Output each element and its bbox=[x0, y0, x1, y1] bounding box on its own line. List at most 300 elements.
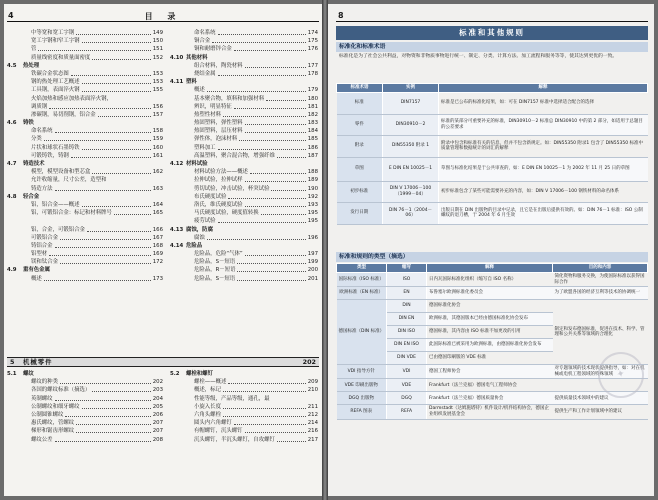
toc-entry[interactable] bbox=[7, 217, 163, 225]
toc-entry-text: 铁碳合金状态图 bbox=[31, 70, 69, 77]
toc-section-number bbox=[7, 258, 23, 266]
dot-leader bbox=[228, 378, 305, 384]
toc-section-number bbox=[7, 45, 23, 53]
dot-leader bbox=[245, 250, 306, 256]
toc-page-number: 181 bbox=[307, 103, 318, 110]
toc-entry[interactable] bbox=[7, 29, 163, 37]
toc-entry-text: 腐蚀，防腐 bbox=[186, 226, 213, 233]
dot-leader bbox=[245, 127, 306, 133]
toc-entry[interactable] bbox=[170, 152, 318, 160]
right-page bbox=[328, 4, 654, 496]
toc-entry-text: 热处理 bbox=[23, 62, 40, 69]
toc-entry-text: 基本聚合物，填料和加强材料 bbox=[194, 95, 265, 102]
toc-entry-text: 其他材料 bbox=[186, 54, 208, 61]
example-cell: DIN30910－2 bbox=[383, 114, 439, 136]
toc-entry[interactable] bbox=[7, 386, 163, 394]
dot-leader bbox=[60, 258, 151, 264]
toc-page-number: 167 bbox=[152, 234, 163, 241]
toc-entry-text: 辨识，明显特征 bbox=[194, 103, 232, 110]
toc-entry[interactable] bbox=[170, 436, 318, 444]
toc-section-number bbox=[170, 37, 186, 45]
term-cell: 附录 bbox=[337, 136, 383, 158]
toc-page-number: 152 bbox=[152, 54, 163, 61]
toc-page-number: 211 bbox=[307, 403, 318, 410]
toc-entry-text: 铜和耐磨锌合金 bbox=[194, 46, 232, 53]
dot-leader bbox=[76, 427, 151, 433]
section-title: 标准化和标准术语 bbox=[336, 42, 648, 52]
toc-section-number: 4.8 bbox=[7, 193, 17, 200]
toc-entry-text: 铝，铝合金——概述 bbox=[31, 201, 80, 208]
toc-entry[interactable] bbox=[7, 111, 163, 119]
dot-leader bbox=[223, 403, 306, 409]
toc-section-number bbox=[7, 103, 23, 111]
table-row bbox=[337, 136, 648, 158]
toc-entry[interactable] bbox=[7, 37, 163, 45]
term-cell: 初步标准 bbox=[337, 181, 383, 203]
dot-leader bbox=[245, 176, 306, 182]
toc-section-heading[interactable] bbox=[7, 160, 163, 168]
toc-section-number: 4.5 bbox=[7, 62, 17, 69]
toc-page-number: 217 bbox=[307, 436, 318, 443]
toc-entry-text: 螺栓和螺钉 bbox=[186, 371, 213, 377]
toc-page-number: 185 bbox=[307, 136, 318, 143]
toc-entry-text: 可锻铝合金 bbox=[31, 234, 58, 241]
toc-entry-text: 洛氏，维氏硬度试验 bbox=[194, 201, 243, 208]
toc-page-number: 208 bbox=[152, 436, 163, 443]
dot-leader bbox=[228, 193, 305, 199]
toc-entry[interactable] bbox=[170, 111, 318, 119]
chapter-heading[interactable] bbox=[7, 357, 319, 367]
column-header: 解释 bbox=[427, 264, 553, 273]
toc-page-number: 176 bbox=[307, 46, 318, 53]
toc-page-number: 189 bbox=[307, 177, 318, 184]
dot-leader bbox=[277, 436, 306, 442]
toc-entry[interactable] bbox=[170, 95, 318, 103]
toc-entry-text: 性能等级，产品等级，通孔，最 bbox=[194, 395, 270, 402]
toc-entry[interactable] bbox=[7, 378, 163, 386]
toc-entry[interactable] bbox=[170, 275, 318, 283]
toc-page-number: 169 bbox=[152, 251, 163, 258]
toc-entry[interactable] bbox=[170, 168, 318, 176]
toc-page-number: 187 bbox=[307, 152, 318, 159]
toc-section-number bbox=[7, 419, 23, 427]
toc-section-number bbox=[170, 193, 186, 201]
toc-entry[interactable] bbox=[170, 217, 318, 225]
toc-section-number: 4.12 bbox=[170, 161, 184, 167]
dot-leader bbox=[92, 54, 150, 60]
toc-page-number: 153 bbox=[152, 70, 163, 77]
chapter-banner: 标准和其他规则 bbox=[336, 26, 648, 40]
toc-entry[interactable] bbox=[170, 103, 318, 111]
description-cell: Frankfurt（法兰克福）德国电气工程师协会 bbox=[427, 379, 553, 392]
toc-entry-text: 材料试验 bbox=[186, 161, 208, 167]
toc-entry[interactable] bbox=[170, 144, 318, 152]
toc-entry[interactable] bbox=[7, 258, 163, 266]
toc-entry-text: 重有色金属 bbox=[23, 267, 50, 274]
toc-page-number: 203 bbox=[152, 387, 163, 394]
toc-entry-text: 可锻铸铁，铸钢 bbox=[31, 152, 69, 159]
toc-section-number bbox=[7, 29, 23, 37]
toc-entry[interactable] bbox=[7, 78, 163, 86]
type-cell: VDI 指导方针 bbox=[337, 365, 387, 379]
toc-section-number bbox=[170, 95, 186, 103]
dot-leader bbox=[277, 152, 306, 158]
toc-entry[interactable] bbox=[170, 86, 318, 94]
toc-entry-text: 剪切试验，冲击试验，杯突试验 bbox=[194, 185, 270, 192]
dot-leader bbox=[223, 386, 306, 392]
table-row bbox=[337, 273, 648, 287]
table-row bbox=[337, 392, 648, 405]
toc-section-number bbox=[170, 209, 186, 217]
toc-entry[interactable] bbox=[7, 185, 163, 193]
toc-entry[interactable] bbox=[7, 103, 163, 111]
toc-page-number: 159 bbox=[152, 136, 163, 143]
toc-section-number bbox=[170, 258, 186, 266]
chapter-title: 机械零件 bbox=[23, 358, 53, 366]
toc-section-number: 4.7 bbox=[7, 161, 17, 167]
type-cell: DGQ 出版物 bbox=[337, 392, 387, 405]
toc-page-number: 166 bbox=[152, 226, 163, 233]
toc-entry[interactable] bbox=[170, 427, 318, 435]
toc-entry[interactable] bbox=[7, 152, 163, 160]
toc-entry[interactable] bbox=[7, 135, 163, 143]
purpose-cell: 制定和发布德国标准，促进在技术、科学、管理和公共关系等领域的合理化 bbox=[553, 300, 648, 365]
description-cell: 标准是已公布的标准化结果，如：可在 DIN7157 标准中选择适合配合的选择 bbox=[439, 93, 648, 115]
table-row bbox=[337, 203, 648, 225]
toc-section-number bbox=[7, 427, 23, 435]
header-rule bbox=[336, 21, 648, 22]
abbreviation-cell: DGQ bbox=[387, 392, 427, 405]
toc-page-number: 205 bbox=[152, 403, 163, 410]
dot-leader bbox=[44, 275, 151, 281]
dot-leader bbox=[212, 37, 306, 43]
toc-entry[interactable] bbox=[170, 201, 318, 209]
toc-entry[interactable] bbox=[7, 144, 163, 152]
chapter-number: 5 bbox=[10, 358, 15, 366]
toc-entry[interactable] bbox=[7, 226, 163, 234]
toc-column bbox=[7, 29, 163, 283]
toc-section-number bbox=[7, 395, 23, 403]
toc-entry[interactable] bbox=[170, 70, 318, 78]
toc-page-number: 216 bbox=[307, 428, 318, 435]
dot-leader bbox=[82, 144, 151, 150]
toc-entry[interactable] bbox=[7, 242, 163, 250]
dot-leader bbox=[261, 209, 306, 215]
dot-leader bbox=[71, 152, 151, 158]
toc-section-number bbox=[170, 436, 186, 444]
type-cell: 国际标准（ISO 标准） bbox=[337, 273, 387, 287]
toc-section-number bbox=[7, 411, 23, 419]
toc-section-number bbox=[7, 144, 23, 152]
toc-entry[interactable] bbox=[170, 193, 318, 201]
toc-entry[interactable] bbox=[7, 86, 163, 94]
toc-section-heading[interactable] bbox=[7, 119, 163, 127]
toc-section-heading[interactable] bbox=[7, 193, 163, 201]
toc-section-heading[interactable] bbox=[170, 54, 318, 62]
toc-entry-text: 热塑性材料 bbox=[194, 111, 221, 118]
term-cell: 发行日期 bbox=[337, 203, 383, 225]
toc-entry-text: 危险品，S－短语 bbox=[194, 275, 236, 282]
section-intro: 标准化是为了社会公共利益，对物资和非物质事物进行统一、制定、分类、计算方法、加工流程和服务等等，使其达到更优的一致。 bbox=[339, 54, 618, 59]
header-rule bbox=[7, 21, 319, 22]
toc-entry[interactable] bbox=[170, 135, 318, 143]
toc-page-number: 190 bbox=[307, 185, 318, 192]
toc-entry[interactable] bbox=[170, 386, 318, 394]
description-cell: Frankfurt（法兰克福）德国质量协会 bbox=[427, 392, 553, 405]
toc-entry[interactable] bbox=[7, 95, 163, 103]
dot-leader bbox=[271, 185, 305, 191]
dot-leader bbox=[82, 403, 151, 409]
page-title: 目 录 bbox=[144, 12, 182, 21]
toc-entry-text: 调质钢 bbox=[31, 103, 48, 110]
toc-section-number bbox=[7, 234, 23, 242]
type-cell: 德国标准（DIN 标准） bbox=[337, 300, 387, 365]
toc-entry-text: 塑料 bbox=[186, 79, 197, 86]
abbreviation-cell: DIN EN ISO bbox=[387, 339, 427, 352]
toc-entry-text: 命名系统 bbox=[194, 30, 216, 36]
description-cell: 日内瓦国际标准化组织（缩写自 ISO 名称） bbox=[427, 273, 553, 287]
toc-entry[interactable] bbox=[170, 127, 318, 135]
dot-leader bbox=[250, 168, 306, 174]
dot-leader bbox=[82, 37, 151, 43]
toc-entry[interactable] bbox=[170, 403, 318, 411]
table-row bbox=[337, 405, 648, 419]
toc-section-number: 5.2 bbox=[170, 371, 180, 377]
toc-column bbox=[7, 370, 163, 444]
toc-entry-text: 概述 bbox=[31, 275, 42, 282]
toc-section-heading[interactable] bbox=[170, 242, 318, 250]
description-cell: 德国工程师协会 bbox=[427, 365, 553, 379]
toc-entry[interactable] bbox=[7, 176, 163, 184]
dot-leader bbox=[114, 209, 151, 215]
toc-entry-text: 公制螺纹和细牙螺纹 bbox=[31, 403, 80, 410]
toc-section-number bbox=[170, 127, 186, 135]
dot-leader bbox=[60, 234, 151, 240]
toc-entry[interactable] bbox=[7, 201, 163, 209]
dot-leader bbox=[98, 111, 151, 117]
toc-section-number bbox=[170, 45, 186, 53]
toc-entry-text: 组合材料，陶瓷材料 bbox=[194, 62, 243, 69]
dot-leader bbox=[223, 411, 306, 417]
toc-section-number bbox=[170, 185, 186, 193]
toc-entry-text: 危险品，S－短语 bbox=[194, 259, 236, 266]
toc-page-number: 165 bbox=[152, 210, 163, 217]
description-cell: 标准的某部分可重要补充的标准，DIN30910－2 标准总 DIN30910 中的第 2 部分，如适用于总题目的公差要求 bbox=[439, 114, 648, 136]
toc-section-number: 4.14 bbox=[170, 242, 184, 249]
toc-entry[interactable] bbox=[170, 266, 318, 274]
toc-entry-text: 惠氏螺纹，管螺纹 bbox=[31, 420, 75, 427]
toc-entry[interactable] bbox=[7, 411, 163, 419]
toc-page-number: 173 bbox=[152, 275, 163, 282]
watermark-seal: ✦ bbox=[593, 347, 649, 403]
description-cell: 布鲁塞尔欧洲标准化委员会 bbox=[427, 287, 553, 300]
toc-entry-text: 材料试验方法——概述 bbox=[194, 169, 248, 176]
toc-entry-text: 螺纹的种类 bbox=[31, 379, 58, 386]
description-cell: 德国标准化协会 bbox=[427, 300, 553, 313]
toc-section-number bbox=[170, 103, 186, 111]
toc-section-heading[interactable] bbox=[170, 226, 318, 234]
dot-leader bbox=[44, 135, 151, 141]
column-header: 解释 bbox=[439, 84, 648, 93]
toc-entry[interactable] bbox=[170, 185, 318, 193]
column-header: 缩写 bbox=[387, 264, 427, 273]
toc-entry-text: 宽工字钢和窄工字钢 bbox=[31, 38, 80, 45]
toc-page-number: 163 bbox=[152, 185, 163, 192]
toc-entry[interactable] bbox=[170, 378, 318, 386]
term-cell: 草图 bbox=[337, 157, 383, 181]
dot-leader bbox=[55, 185, 151, 191]
toc-entry[interactable] bbox=[170, 37, 318, 45]
toc-entry[interactable] bbox=[7, 275, 163, 283]
toc-section-heading[interactable] bbox=[7, 266, 163, 274]
toc-entry[interactable] bbox=[170, 411, 318, 419]
dot-leader bbox=[218, 70, 306, 76]
toc-entry[interactable] bbox=[170, 119, 318, 127]
purpose-cell: 对专题领域的技术现状提供指导，如：对在机械或电机工程领域的特殊领域 bbox=[553, 365, 648, 379]
toc-page-number: 161 bbox=[152, 152, 163, 159]
dot-leader bbox=[82, 201, 151, 207]
toc-section-number bbox=[170, 111, 186, 119]
description-cell: 已由德国印刷版的 VDE 标准 bbox=[427, 352, 553, 365]
toc-entry[interactable] bbox=[7, 209, 163, 217]
toc-entry[interactable] bbox=[170, 258, 318, 266]
toc-section-number bbox=[170, 135, 186, 143]
toc-entry-text: 腐蚀 bbox=[194, 234, 205, 241]
toc-section-number bbox=[7, 275, 23, 283]
toc-page-number: 182 bbox=[307, 111, 318, 118]
toc-entry-text: 梯形和锯齿形螺纹 bbox=[31, 428, 75, 435]
toc-entry-text: 管 bbox=[31, 46, 37, 53]
toc-page-number: 204 bbox=[152, 395, 163, 402]
toc-entry[interactable] bbox=[170, 250, 318, 258]
toc-section-heading[interactable] bbox=[170, 78, 318, 86]
toc-section-heading[interactable] bbox=[170, 370, 318, 378]
toc-entry[interactable] bbox=[7, 436, 163, 444]
toc-section-heading[interactable] bbox=[7, 370, 163, 378]
toc-entry[interactable] bbox=[170, 62, 318, 70]
toc-section-heading[interactable] bbox=[7, 62, 163, 70]
toc-section-number bbox=[170, 395, 186, 403]
toc-entry[interactable] bbox=[7, 403, 163, 411]
toc-section-number bbox=[170, 403, 186, 411]
toc-entry-text: 镁和钛合金 bbox=[31, 259, 58, 266]
abbreviation-cell: DIN ISO bbox=[387, 326, 427, 339]
toc-section-heading[interactable] bbox=[170, 160, 318, 168]
toc-page-number: 149 bbox=[152, 30, 163, 36]
toc-entry[interactable] bbox=[7, 127, 163, 135]
toc-entry[interactable] bbox=[7, 427, 163, 435]
dot-leader bbox=[49, 103, 151, 109]
toc-entry[interactable] bbox=[7, 250, 163, 258]
toc-entry[interactable] bbox=[7, 168, 163, 176]
description-cell: 附录中包含和标准有关的信息，但并不包含新规定。如：DIN55350 附录1 包含了 DIN55350 标准中质量管理和数据统计的词汇的解释 bbox=[439, 136, 648, 158]
toc-section-number: 4.11 bbox=[170, 79, 184, 86]
toc-page-number: 195 bbox=[307, 210, 318, 217]
toc-section-number bbox=[7, 436, 23, 444]
term-cell: 零件 bbox=[337, 114, 383, 136]
dot-leader bbox=[207, 86, 306, 92]
toc-entry[interactable] bbox=[7, 54, 163, 62]
toc-entry[interactable] bbox=[7, 395, 163, 403]
toc-section-number bbox=[170, 427, 186, 435]
dot-leader bbox=[65, 411, 150, 417]
toc-entry[interactable] bbox=[7, 70, 163, 78]
toc-entry[interactable] bbox=[170, 29, 318, 37]
dot-leader bbox=[245, 119, 306, 125]
type-cell: VDE 印刷出版物 bbox=[337, 379, 387, 392]
toc-section-number bbox=[7, 135, 23, 143]
toc-section-number bbox=[7, 78, 23, 86]
toc-page-number: 207 bbox=[152, 428, 163, 435]
toc-page-number: 209 bbox=[307, 379, 318, 386]
dot-leader bbox=[55, 395, 151, 401]
toc-entry[interactable] bbox=[7, 419, 163, 427]
toc-entry-text: 渗碳钢，易切削钢，铝合金 bbox=[31, 111, 96, 118]
toc-page-number: 201 bbox=[307, 275, 318, 282]
toc-entry-text: 布氏硬度试验 bbox=[194, 193, 227, 200]
toc-page-number: 188 bbox=[307, 169, 318, 176]
toc-section-number bbox=[7, 152, 23, 160]
toc-entry-text: 弹性体，泡沫材料 bbox=[194, 136, 238, 143]
toc-entry-text: 危险品，R－短语 bbox=[194, 267, 236, 274]
dot-leader bbox=[60, 378, 151, 384]
toc-page-number: 160 bbox=[152, 144, 163, 151]
toc-page-number: 210 bbox=[307, 387, 318, 394]
toc-entry-text: 允许收缩量，尺寸公差，造型和 bbox=[31, 177, 107, 184]
toc-section-number bbox=[170, 62, 186, 70]
toc-section-number bbox=[7, 242, 23, 250]
toc-section-number bbox=[7, 168, 23, 176]
toc-entry[interactable] bbox=[170, 234, 318, 242]
toc-entry[interactable] bbox=[7, 234, 163, 242]
toc-entry-text: 命名系统 bbox=[31, 128, 53, 135]
toc-section-number: 5.1 bbox=[7, 371, 17, 377]
table-header-row bbox=[337, 84, 648, 93]
dot-leader bbox=[223, 111, 306, 117]
toc-entry-text: 各国的螺纹标准（摘选） bbox=[31, 387, 91, 394]
terms-table bbox=[336, 83, 648, 225]
abbreviation-cell: VDE bbox=[387, 379, 427, 392]
toc-entry-text: 有帽螺钉，沉头螺钉 bbox=[194, 428, 243, 435]
table-row bbox=[337, 181, 648, 203]
description-cell: 草图与标准化结果是于公共审查的，如：E DIN EN 10025－1 为 2002 年 11 月 25 日的草图 bbox=[439, 157, 648, 181]
toc-entry-text: 铸铝合金 bbox=[31, 242, 53, 249]
toc-entry-text: 高温塑料，聚合混合物，增强纤维 bbox=[194, 152, 275, 159]
page-number: 8 bbox=[338, 11, 344, 20]
toc-entry-text: 疲劳试验 bbox=[194, 218, 216, 225]
abbreviation-cell: ISO bbox=[387, 273, 427, 287]
dot-leader bbox=[76, 419, 151, 425]
toc-entry[interactable] bbox=[170, 209, 318, 217]
toc-entry[interactable] bbox=[170, 176, 318, 184]
toc-entry[interactable] bbox=[7, 45, 163, 53]
dot-leader bbox=[49, 250, 151, 256]
dot-leader bbox=[218, 217, 306, 223]
toc-page-number: 192 bbox=[307, 193, 318, 200]
toc-section-number bbox=[170, 250, 186, 258]
dot-leader bbox=[38, 45, 150, 51]
toc-entry-text: 沉头螺钉，半沉头螺钉，自攻螺钉 bbox=[194, 436, 275, 443]
toc-entry[interactable] bbox=[170, 419, 318, 427]
toc-section-number bbox=[7, 217, 23, 225]
column-header: 实例 bbox=[383, 84, 439, 93]
toc-entry[interactable] bbox=[170, 395, 318, 403]
toc-entry[interactable] bbox=[170, 45, 318, 53]
toc-entry-text: 轻合金 bbox=[23, 193, 40, 200]
example-cell: DIN V 17006－100（1999－04） bbox=[383, 181, 439, 203]
toc-page-number: 200 bbox=[307, 267, 318, 274]
table-header-row bbox=[337, 264, 648, 273]
